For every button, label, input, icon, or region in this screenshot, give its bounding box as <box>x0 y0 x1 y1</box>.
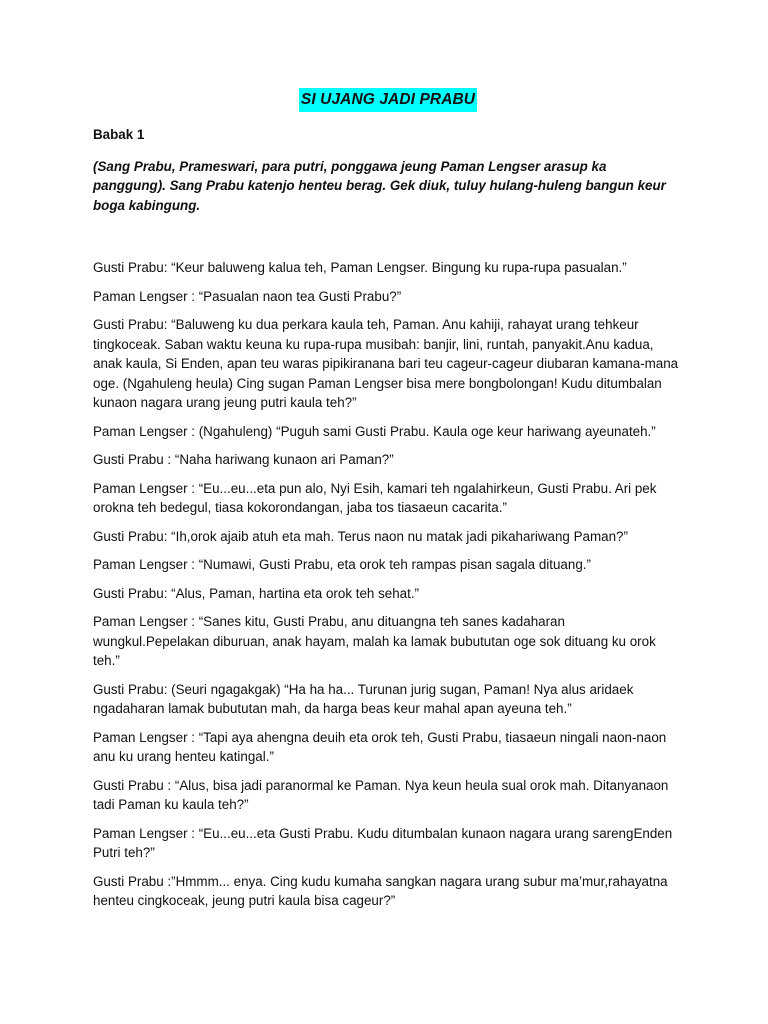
dialogue-line: Paman Lengser : “Eu...eu...eta Gusti Prabu. Kudu ditumbalan kunaon nagara urang sarengEnden Putri teh?” <box>93 825 673 860</box>
dialogue-line: Gusti Prabu: “Ih,orok ajaib atuh eta mah. Terus naon nu matak jadi pikahariwang Paman?” <box>93 528 628 544</box>
dialogue-line: Paman Lengser : “Eu...eu...eta pun alo, Nyi Esih, kamari teh ngalahirkeun, Gusti Prabu. Ari pek orokna teh bedegul, tiasa kokorondangan, jaba tos tiasaeun cacarita.” <box>93 480 657 515</box>
dialogue-line: Gusti Prabu: (Seuri ngagakgak) “Ha ha ha... Turunan jurig sugan, Paman! Nya alus aridaek ngadaharan lamak bubututan mah, da harga beas keur mahal apan ayeuna teh.” <box>93 681 634 716</box>
dialogue-line: Paman Lengser : “Pasualan naon tea Gusti Prabu?” <box>93 288 402 304</box>
act-heading: Babak 1 <box>93 127 145 142</box>
dialogue-line: Gusti Prabu: “Alus, Paman, hartina eta orok teh sehat.” <box>93 585 420 601</box>
stage-direction: (Sang Prabu, Prameswari, para putri, ponggawa jeung Paman Lengser arasup ka panggung). Sang Prabu katenjo henteu berag. Gek diuk, tuluy hulang-huleng bangun keur boga kabingung. <box>93 158 666 213</box>
document-title: SI UJANG JADI PRABU <box>299 88 477 112</box>
dialogue-line: Paman Lengser : (Ngahuleng) “Puguh sami Gusti Prabu. Kaula oge keur hariwang ayeunateh.” <box>93 423 656 439</box>
dialogue-line: Gusti Prabu : “Naha hariwang kunaon ari Paman?” <box>93 452 394 467</box>
dialogue-line: Paman Lengser : “Numawi, Gusti Prabu, eta orok teh rampas pisan sagala dituang.” <box>93 557 591 572</box>
dialogue-line: Gusti Prabu: “Baluweng ku dua perkara kaula teh, Paman. Anu kahiji, rahayat urang tehkeur tingkoceak. Saban waktu keuna ku rupa-rupa musibah: banjir, lini, runtah, panyakit.Anu kadua, anak kaula, Si Enden, apan teu waras pipikiranana bari teu cageur-cageur diubaran kamana-mana oge. (Ngahuleng heula) Cing sugan Paman Lengser bisa mere bongbolongan! Kudu ditumbalan kunaon nagara urang jeung putri kaula teh?” <box>93 317 679 410</box>
dialogue-line: Paman Lengser : “Tapi aya ahengna deuih eta orok teh, Gusti Prabu, tiasaeun ningali naon-naon anu ku urang henteu katingal.” <box>93 729 667 764</box>
dialogue-line: Gusti Prabu : “Alus, bisa jadi paranormal ke Paman. Nya keun heula sual orok mah. Ditanyanaon tadi Paman ku kaula teh?” <box>93 777 669 812</box>
dialogue-line: Gusti Prabu: “Keur baluweng kalua teh, Paman Lengser. Bingung ku rupa-rupa pasualan.” <box>93 260 627 275</box>
dialogue-line: Gusti Prabu :”Hmmm... enya. Cing kudu kumaha sangkan nagara urang subur ma’mur,rahayatna henteu cingkoceak, jeung putri kaula bisa cageur?” <box>93 873 668 908</box>
document-body <box>93 88 683 920</box>
title-wrapper <box>93 88 683 112</box>
dialogue-line: Paman Lengser : “Sanes kitu, Gusti Prabu, anu dituangna teh sanes kadaharan wungkul.Pepelakan diburuan, anak hayam, malah ka lamak bubututan oge sok dituang ku orok teh.” <box>93 614 656 668</box>
